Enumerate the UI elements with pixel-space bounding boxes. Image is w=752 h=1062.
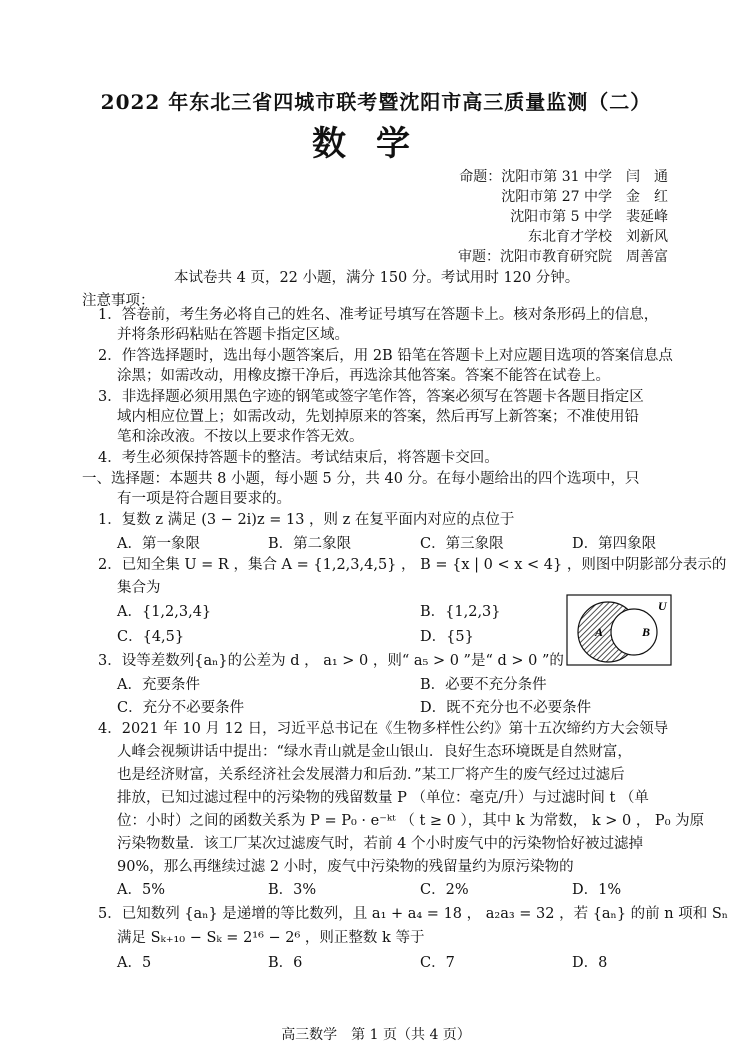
option-b: B．第二象限: [268, 536, 352, 552]
note-item: 1．答卷前，考生务必将自己的姓名、准考证号填写在答题卡上。核对条形码上的信息，: [98, 307, 659, 323]
question-stem: 集合为: [117, 580, 161, 596]
question-stem: 排放，已知过滤过程中的污染物的残留数量 P （单位：毫克/升）与过滤时间 t （单: [117, 790, 649, 806]
option-c: C．7: [420, 955, 455, 971]
notes-heading: 注意事项：: [82, 293, 155, 309]
question-stem: 90%，那么再继续过滤 2 小时，废气中污染物的残留量约为原污染物的: [117, 859, 574, 875]
author-line: 命题：沈阳市第 31 中学 闫 通: [459, 169, 668, 185]
option-b: B．3%: [268, 882, 317, 898]
venn-diagram: [566, 594, 672, 666]
question-stem: 5．已知数列 {aₙ} 是递增的等比数列，且 a₁ + a₄ = 18 ， a₂a₃ = 32 ，若 {aₙ} 的前 n 项和 Sₙ: [98, 906, 729, 922]
option-d: D．8: [572, 955, 608, 971]
option-b: B．6: [268, 955, 303, 971]
option-d: D．第四象限: [572, 536, 657, 552]
question-stem: 4．2021 年 10 月 12 日，习近平总书记在《生物多样性公约》第十五次缔约方大会领导: [98, 721, 669, 737]
option-b: B．{1,2,3}: [420, 604, 501, 620]
question-stem: 人峰会视频讲话中提出：“绿水青山就是金山银山．良好生态环境既是自然财富，: [117, 744, 632, 760]
option-d: D．既不充分也不必要条件: [420, 700, 592, 716]
option-a: A．第一象限: [117, 536, 200, 552]
author-line: 东北育才学校 刘新风: [528, 229, 668, 245]
section-heading: 一、选择题：本题共 8 小题，每小题 5 分，共 40 分。在每小题给出的四个选项中，只: [82, 471, 640, 487]
option-a: A．{1,2,3,4}: [117, 604, 212, 620]
option-a: A．5: [117, 955, 152, 971]
note-item: 4．考生必须保持答题卡的整洁。考试结束后，将答题卡交回。: [98, 450, 499, 466]
question-stem: 也是经济财富，关系经济社会发展潜力和后劲．”某工厂将产生的废气经过过滤后: [117, 767, 625, 783]
option-c: C．2%: [420, 882, 469, 898]
option-a: A．充要条件: [117, 677, 200, 693]
venn-label-b: B: [642, 625, 651, 639]
author-line: 沈阳市第 5 中学 裴延峰: [510, 209, 668, 225]
subject-title: 数学: [312, 124, 440, 164]
exam-info: 本试卷共 4 页，22 小题，满分 150 分。考试用时 120 分钟。: [174, 270, 580, 286]
question-stem: 位：小时）之间的函数关系为 P = P₀ · e⁻ᵏᵗ （ t ≥ 0 ），其中 k 为常数， k > 0 ， P₀ 为原: [117, 813, 705, 829]
page-footer: 高三数学 第 1 页（共 4 页）: [281, 1027, 471, 1043]
set-b-circle: [611, 609, 657, 655]
note-item: 2．作答选择题时，选出每小题答案后，用 2B 铅笔在答题卡上对应题目选项的答案信息点: [98, 348, 673, 364]
option-d: D．{5}: [420, 629, 474, 645]
note-item: 3．非选择题必须用黑色字迹的钢笔或签字笔作答，答案必须写在答题卡各题目指定区: [98, 389, 644, 405]
note-item: 域内相应位置上；如需改动，先划掉原来的答案，然后再写上新答案；不准使用铅: [117, 409, 639, 425]
exam-title: 2022 年东北三省四城市联考暨沈阳市高三质量监测（二）: [100, 90, 652, 114]
question-stem: 2．已知全集 U = R ，集合 A = {1,2,3,4,5} ， B = {x | 0 < x < 4} ，则图中阴影部分表示的: [98, 557, 727, 573]
author-line: 沈阳市第 27 中学 金 红: [501, 189, 668, 205]
note-item: 并将条形码粘贴在答题卡指定区域。: [117, 327, 349, 343]
reviewer-line: 审题：沈阳市教育研究院 周善富: [458, 249, 668, 265]
option-c: C．第三象限: [420, 536, 504, 552]
venn-label-a: A: [595, 625, 604, 639]
question-stem: 满足 Sₖ₊₁₀ − Sₖ = 2¹⁶ − 2⁶ ，则正整数 k 等于: [117, 930, 425, 946]
option-d: D．1%: [572, 882, 622, 898]
option-c: C．充分不必要条件: [117, 700, 245, 716]
venn-label-u: U: [658, 599, 667, 613]
option-c: C．{4,5}: [117, 629, 185, 645]
question-stem: 1．复数 z 满足 (3 − 2i)z = 13 ，则 z 在复平面内对应的点位于: [98, 512, 515, 528]
option-a: A．5%: [117, 882, 165, 898]
question-stem: 污染物数量．该工厂某次过滤废气时，若前 4 个小时废气中的污染物恰好被过滤掉: [117, 836, 643, 852]
note-item: 笔和涂改液。不按以上要求作答无效。: [117, 429, 364, 445]
question-stem: 3．设等差数列{aₙ}的公差为 d ， a₁ > 0 ，则“ a₅ > 0 ”是“ d > 0 ”的: [98, 653, 564, 669]
option-b: B．必要不充分条件: [420, 677, 547, 693]
note-item: 涂黑；如需改动，用橡皮擦干净后，再选涂其他答案。答案不能答在试卷上。: [117, 368, 610, 384]
section-heading: 有一项是符合题目要求的。: [117, 491, 291, 507]
